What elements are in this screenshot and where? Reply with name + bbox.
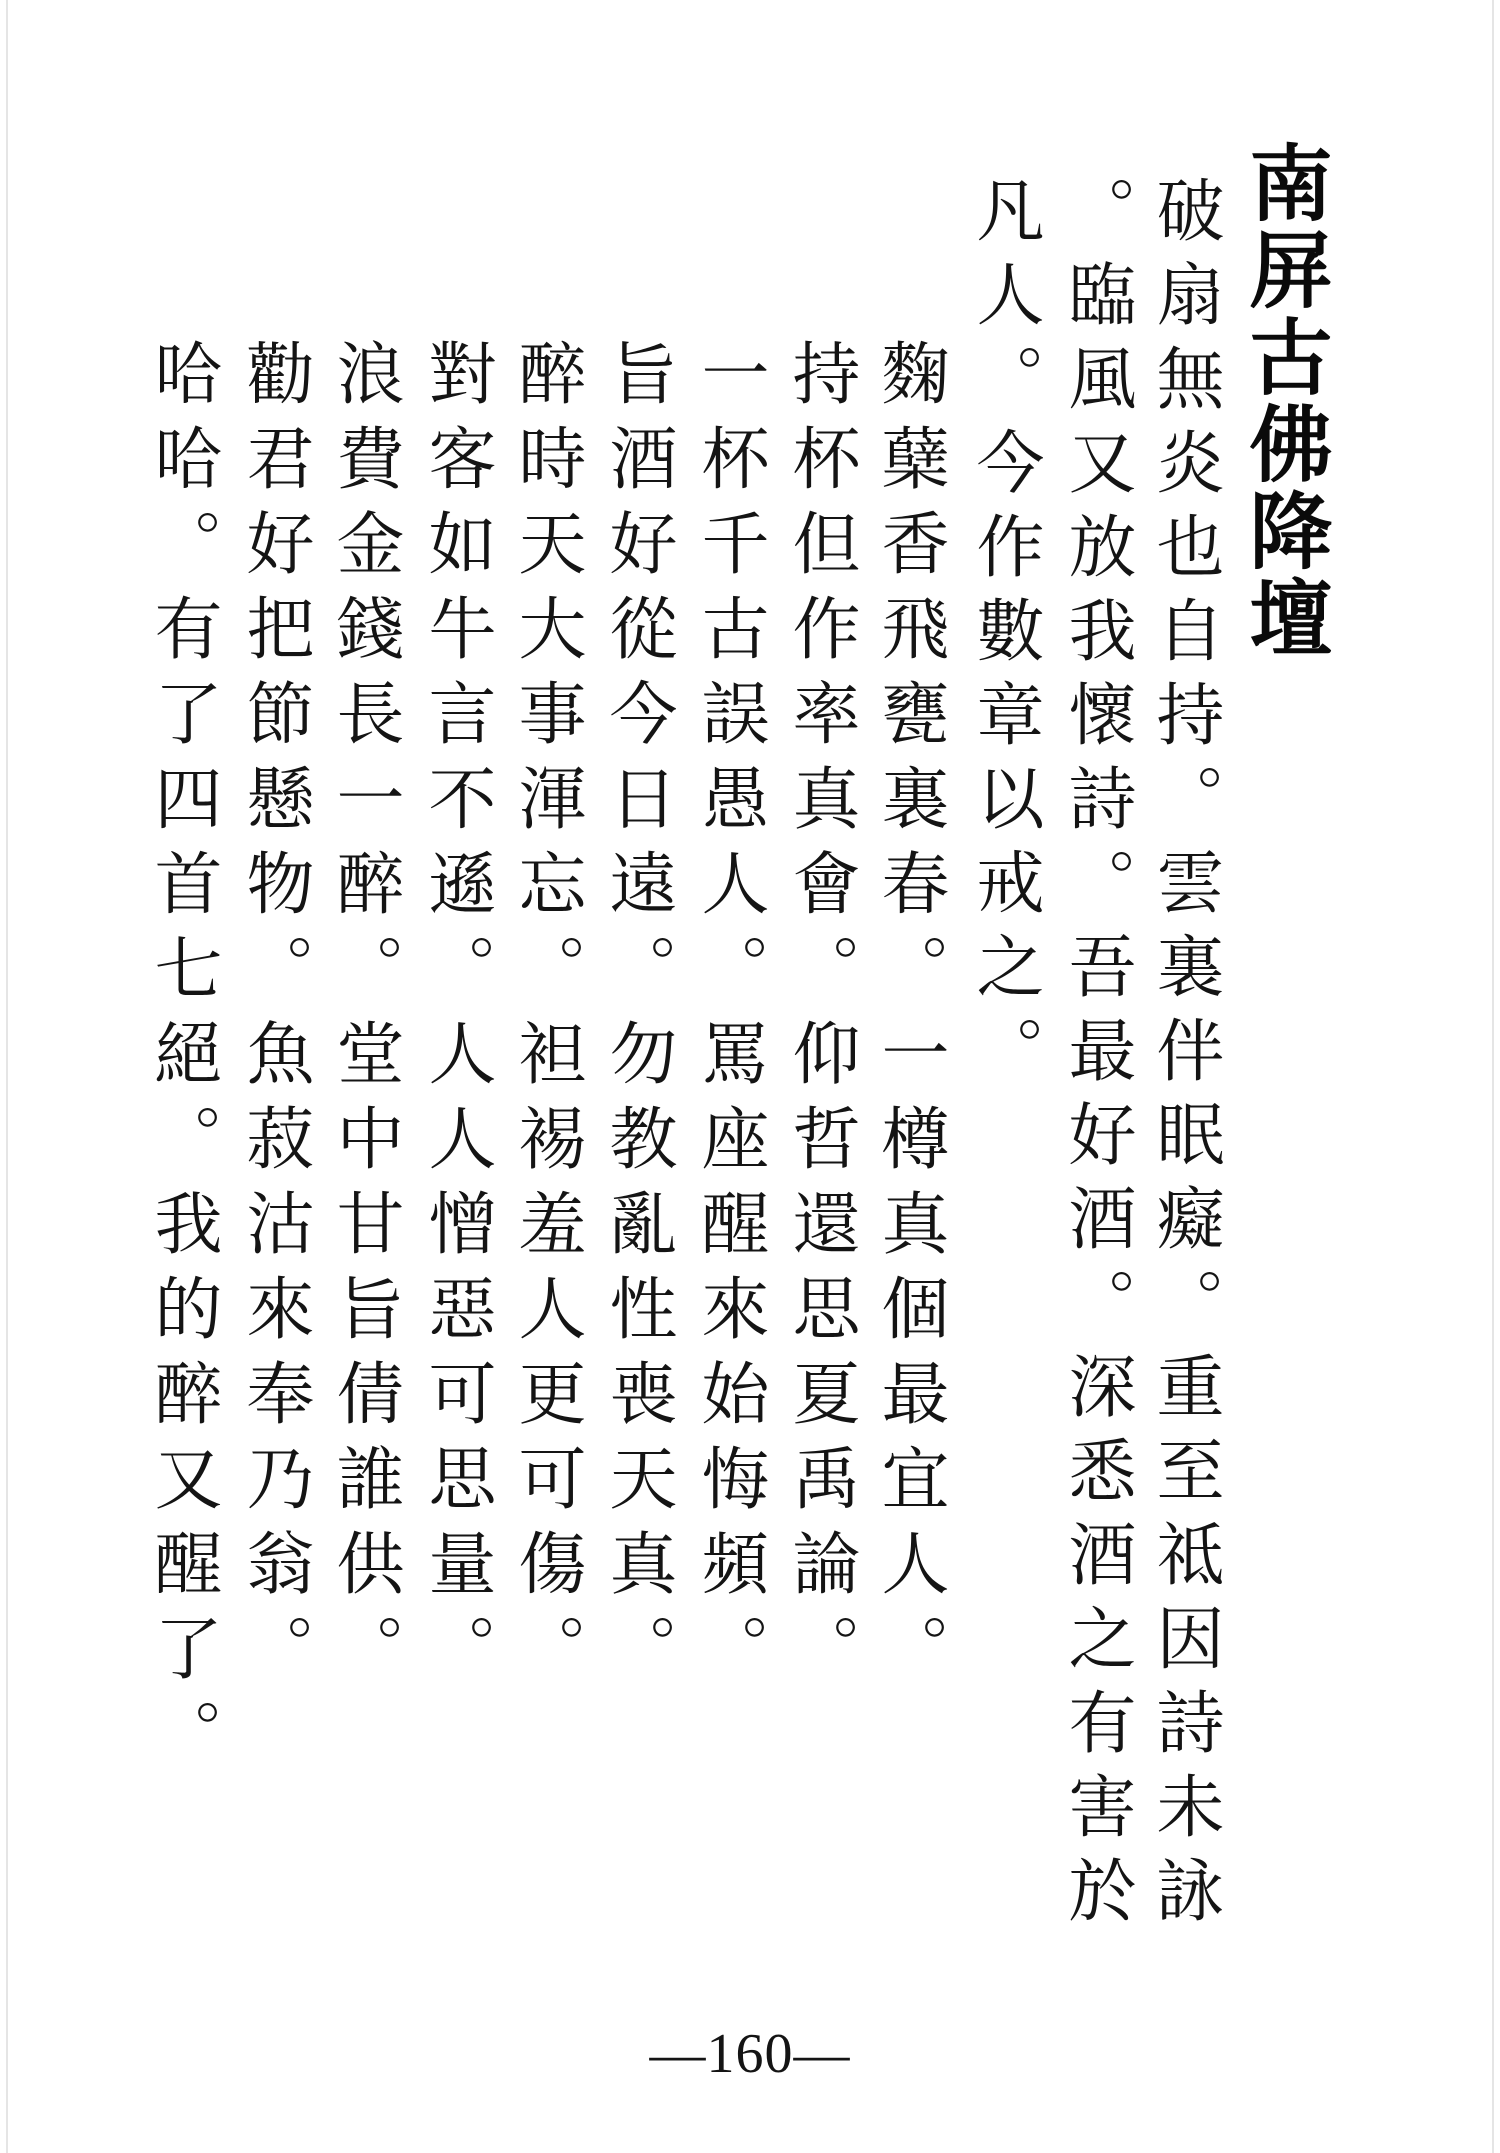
poem-column-8: 勸君好把節懸物。魚菽沽來奉乃翁。 bbox=[235, 338, 314, 1698]
poem-column-1: 麴蘖香飛甕裏春。一樽真個最宜人。 bbox=[870, 338, 949, 1698]
page-number: —160— bbox=[649, 2023, 851, 2085]
poem-column-7: 浪費金錢長一醉。堂中甘旨倩誰供。 bbox=[325, 338, 404, 1698]
poem-column-3: 一杯千古誤愚人。罵座醒來始悔頻。 bbox=[690, 338, 769, 1698]
intro-column-2: 。臨風又放我懷詩。吾最好酒。深悉酒之有害於 bbox=[1057, 175, 1136, 1939]
heading-title: 南屏古佛降壇 bbox=[1235, 140, 1333, 662]
scan-edge-left bbox=[6, 0, 8, 2153]
poem-column-5: 醉時天大事渾忘。袒裼羞人更可傷。 bbox=[507, 338, 586, 1698]
intro-column-3: 凡人。今作數章以戒之。 bbox=[965, 175, 1044, 1099]
poem-column-2: 持杯但作率真會。仰哲還思夏禹論。 bbox=[781, 338, 860, 1698]
poem-column-4: 旨酒好從今日遠。勿教亂性喪天真。 bbox=[598, 338, 677, 1698]
poem-column-9: 哈哈。有了四首七絕。我的醉又醒了。 bbox=[143, 338, 222, 1783]
poem-column-6: 對客如牛言不遜。人人憎惡可思量。 bbox=[417, 338, 496, 1698]
scan-edge-right bbox=[1492, 0, 1494, 2153]
intro-column-1: 破扇無炎也自持。雲裏伴眠癡。重至祗因詩未詠 bbox=[1145, 175, 1224, 1939]
